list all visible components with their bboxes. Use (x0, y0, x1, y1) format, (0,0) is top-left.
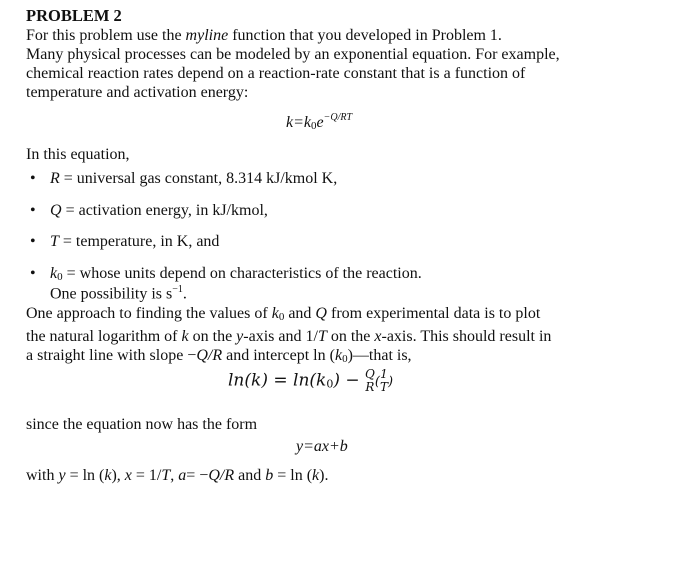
since-text: since the equation now has the form (26, 416, 258, 433)
intro-line-3: chemical reaction rates depend on a reaction-rate constant that is a function of (26, 65, 526, 82)
intro-text: function that you developed in Problem 1. (228, 27, 502, 44)
symbol: Q/R (196, 347, 223, 364)
definition: = whose units depend on characteristics of the reaction. (62, 265, 422, 282)
symbol: x (124, 467, 132, 484)
text: and (234, 467, 266, 484)
function-name: myline (185, 27, 229, 44)
text: = ln ( (65, 467, 105, 484)
approach-line-2 (26, 327, 646, 346)
bullet-icon: • (30, 170, 36, 187)
symbol: k (271, 305, 279, 322)
paren: ( (374, 374, 380, 390)
eq-mid: ) − (333, 370, 360, 391)
bullet-icon: • (30, 233, 36, 250)
continuation-text: One possibility is s (50, 285, 173, 303)
definition: = temperature, in K, and (58, 233, 220, 250)
approach-paragraph (26, 304, 646, 369)
q-over-r-fraction (365, 368, 375, 394)
eq-base: e (316, 114, 324, 131)
bullet-icon: • (30, 265, 36, 282)
definition: = universal gas constant, 8.314 kJ/kmol K, (59, 170, 338, 187)
text: and intercept ln ( (222, 347, 335, 364)
symbol: T (50, 233, 59, 250)
symbol: T (161, 467, 171, 484)
eq-subscript: 0 (311, 120, 317, 132)
symbol-subscript: 0 (57, 271, 63, 283)
text: )—that is, (347, 347, 412, 364)
text: -axis. This should result in (381, 328, 552, 345)
text: with (26, 467, 59, 484)
symbol: k (104, 467, 112, 484)
eq-lhs: ln(k) = ln(k (228, 370, 327, 391)
problem-text (26, 6, 676, 102)
intro-line-1 (26, 26, 676, 45)
symbol: x (374, 328, 382, 345)
symbol: k (181, 328, 189, 345)
rate-equation (286, 112, 352, 132)
text: , (170, 467, 179, 484)
approach-line-3 (26, 346, 646, 369)
symbol: Q/R (208, 467, 235, 484)
text: from experimental data is to plot (326, 305, 541, 322)
definition-text (50, 202, 268, 220)
text: ), (111, 467, 125, 484)
symbol: a (178, 467, 187, 484)
text: = 1/ (131, 467, 162, 484)
eq-exponent: −Q/RT (323, 112, 353, 123)
text: a straight line with slope − (26, 347, 197, 364)
text: the natural logarithm of (26, 328, 182, 345)
symbol: b (265, 467, 274, 484)
text: One approach to finding the values of (26, 305, 272, 322)
text: ). (319, 467, 329, 484)
subscript: 0 (278, 311, 285, 323)
symbol: k (312, 467, 320, 484)
paren: ) (387, 374, 394, 390)
text: and (284, 305, 316, 322)
intro-text: For this problem use the (26, 27, 186, 44)
problem-title: PROBLEM 2 (26, 6, 122, 25)
with-line (26, 467, 328, 485)
text: on the (326, 328, 375, 345)
text: = ln ( (273, 467, 313, 484)
definition-continuation (50, 284, 187, 303)
definition-text (50, 233, 219, 251)
symbol: R (50, 170, 60, 187)
eq-subscript: 0 (326, 377, 334, 391)
symbol: y (236, 328, 244, 345)
eq-lhs: k=k (286, 114, 311, 131)
subscript: 0 (342, 353, 348, 365)
unit-exponent: −1 (172, 284, 183, 295)
approach-line-1 (26, 304, 646, 327)
text: = − (186, 467, 209, 484)
numerator: 1 (380, 367, 388, 381)
bullet-icon: • (30, 202, 36, 219)
symbol: T (317, 328, 327, 345)
linear-equation: y=ax+b (296, 438, 348, 455)
text: on the (188, 328, 237, 345)
denominator: T (379, 380, 388, 394)
definition-text (50, 170, 337, 188)
one-over-t-fraction (380, 368, 388, 394)
numerator: Q (365, 367, 375, 381)
denominator: R (365, 380, 375, 394)
intro-line-4: temperature and activation energy: (26, 84, 249, 101)
symbol: Q (50, 202, 62, 219)
definition-text (50, 265, 422, 283)
symbol: k (50, 265, 58, 282)
definition: = activation energy, in kJ/kmol, (61, 202, 268, 219)
symbol: Q (315, 305, 327, 322)
intro-line-2: Many physical processes can be modeled by an exponential equation. For example, (26, 46, 560, 63)
symbol: k (334, 347, 343, 364)
symbol: y (58, 467, 66, 484)
continuation-text: . (182, 285, 187, 303)
definitions-intro: In this equation, (26, 146, 130, 163)
log-equation (228, 368, 393, 394)
text: -axis and 1/ (243, 328, 318, 345)
